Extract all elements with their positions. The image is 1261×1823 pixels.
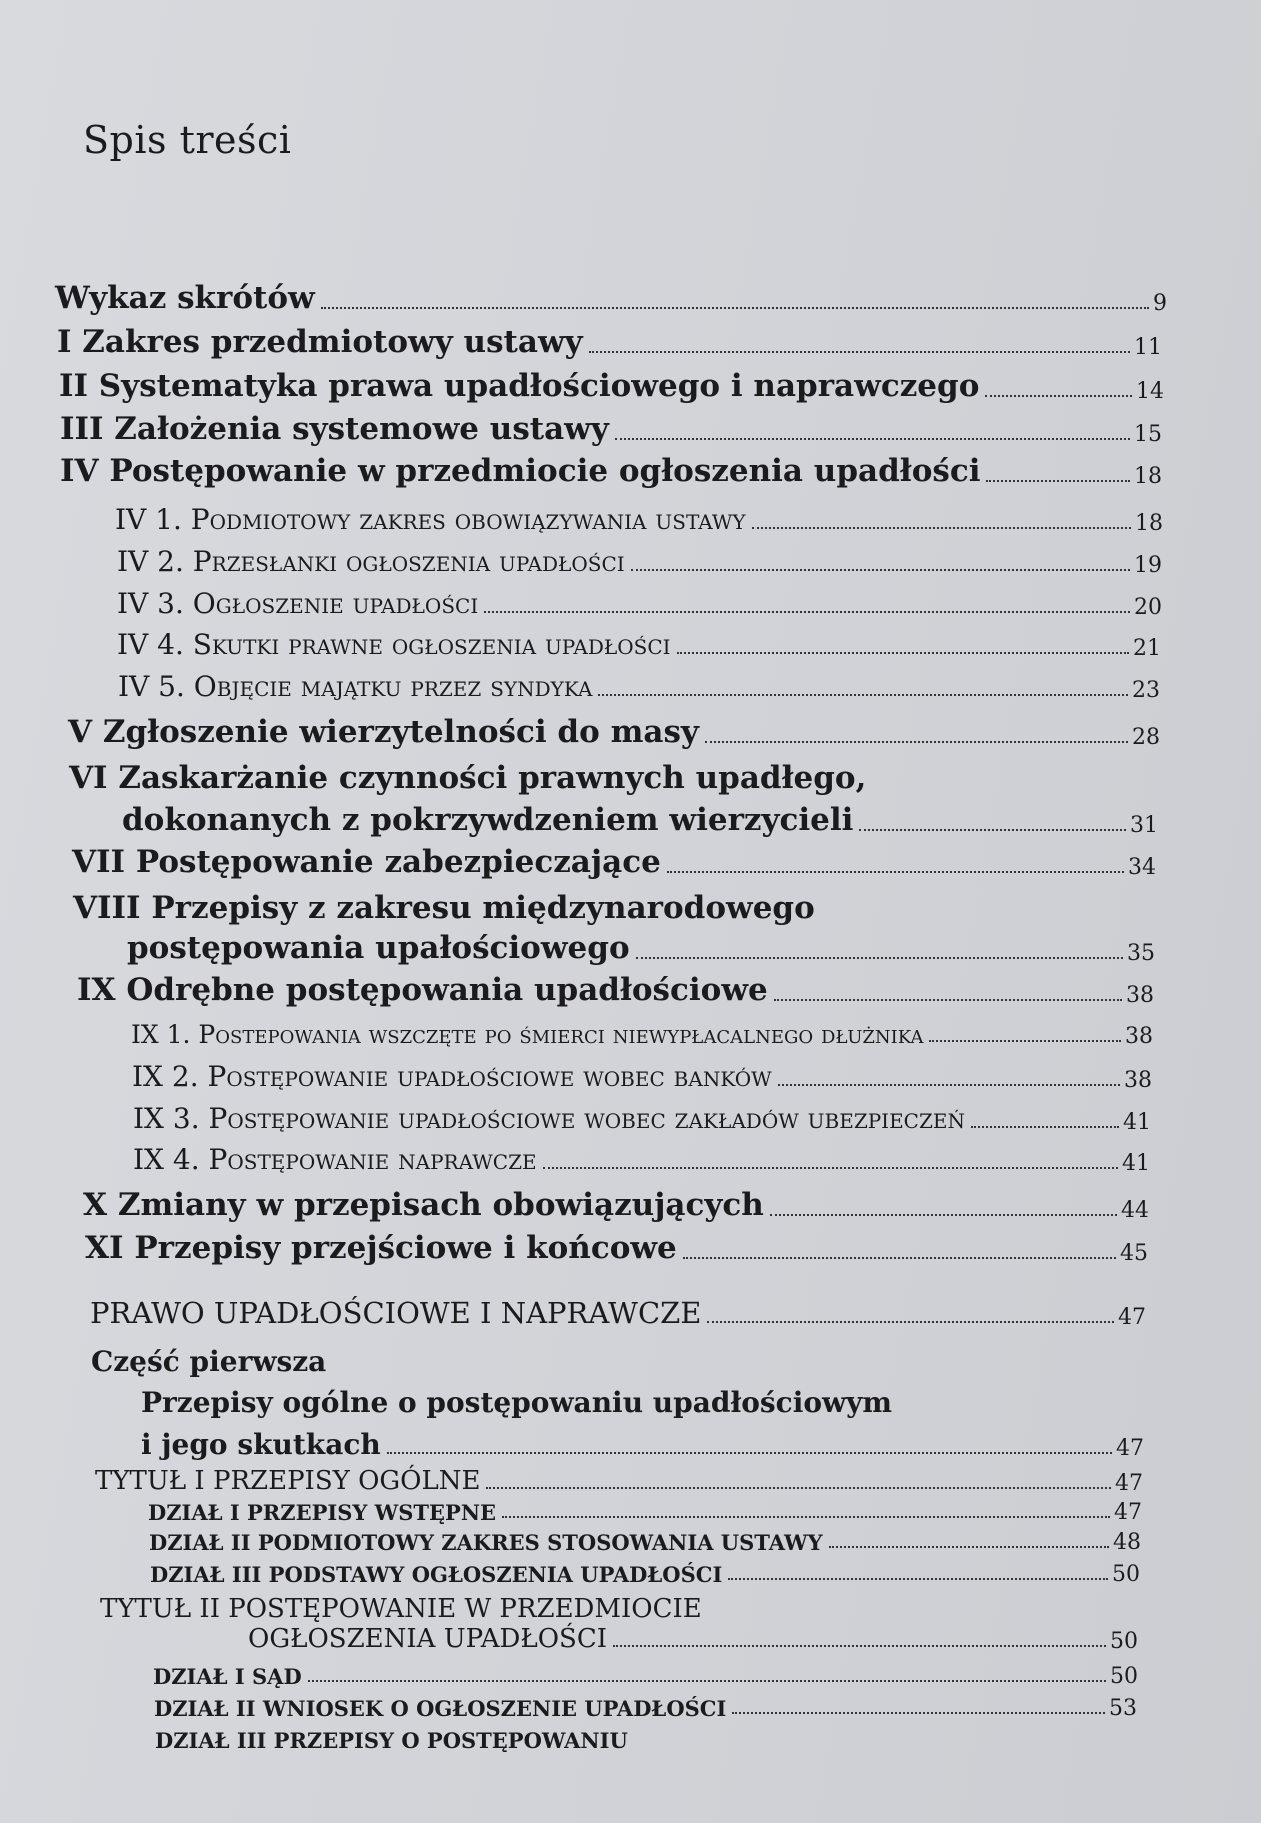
toc-subentry [131, 1020, 1153, 1049]
toc-entry-label: PRAWO UPADŁOŚCIOWE I NAPRAWCZE [90, 1296, 702, 1330]
toc-page-number: 18 [1135, 511, 1163, 536]
toc-entry-label: IV 4. Skutki prawne ogłoszenia upadłości [117, 628, 671, 661]
toc-entry-label: XI Przepisy przejściowe i końcowe [85, 1230, 677, 1266]
toc-leader [829, 1546, 1109, 1548]
toc-entry-label: DZIAŁ III PODSTAWY OGŁOSZENIA UPADŁOŚCI [150, 1562, 723, 1587]
toc-entry-label: IX 1. Postepowania wszczęte po śmierci niewypłacalnego dłużnika [131, 1020, 924, 1049]
toc-page-number: 50 [1110, 1629, 1138, 1654]
toc-entry-label: IV 5. Objęcie majątku przez syndyka [118, 670, 593, 703]
toc-title-entry [95, 1466, 1143, 1496]
toc-leader [929, 1040, 1121, 1042]
toc-page-number: 47 [1115, 1471, 1143, 1496]
toc-entry [57, 324, 1162, 360]
toc-section-entry [153, 1664, 1138, 1689]
toc-leader [636, 957, 1123, 959]
toc-page-number: 47 [1116, 1436, 1144, 1461]
toc-entry [55, 280, 1167, 316]
toc-page-number: 11 [1134, 335, 1162, 360]
toc-entry-label: IX 4. Postępowanie naprawcze [133, 1143, 537, 1176]
toc-entry: Przepisy ogólne o postępowaniu upadłościowym [141, 1386, 893, 1419]
toc-page-number: 38 [1126, 983, 1154, 1008]
toc-section-entry [150, 1562, 1140, 1587]
toc-leader [631, 569, 1130, 571]
toc-entry-label: postępowania upałościowego [127, 930, 630, 966]
toc-page-number: 38 [1125, 1024, 1153, 1049]
toc-page-number: 41 [1123, 1110, 1151, 1135]
toc-entry-label: IV 1. Podmiotowy zakres obowiązywania ustawy [115, 503, 746, 536]
toc-entry-label: IV Postępowanie w przedmiocie ogłoszenia upadłości [60, 453, 981, 489]
toc-entry [68, 714, 1160, 750]
toc-page-number: 18 [1134, 464, 1162, 489]
toc-leader [707, 1321, 1114, 1323]
toc-leader [770, 1214, 1117, 1216]
toc-part-heading [90, 1296, 1146, 1330]
toc-entry-label: I Zakres przedmiotowy ustawy [57, 324, 583, 360]
toc-page-number: 50 [1112, 1562, 1140, 1587]
toc-subentry [117, 587, 1162, 620]
toc-subentry [117, 628, 1161, 661]
toc-subentry [132, 1060, 1152, 1093]
toc-entry-continuation [127, 930, 1155, 966]
toc-entry-label: X Zmiany w przepisach obowiązujących [83, 1187, 764, 1223]
toc-leader [705, 741, 1128, 743]
toc-leader [859, 829, 1126, 831]
toc-leader [667, 871, 1124, 873]
toc-entry-label: Wykaz skrótów [55, 280, 315, 316]
toc-leader [589, 351, 1130, 353]
toc-leader [502, 1516, 1110, 1518]
toc-leader [732, 1712, 1105, 1714]
toc-entry [83, 1187, 1149, 1223]
toc-entry-label: IX 2. Postępowanie upadłościowe wobec banków [132, 1060, 772, 1093]
toc-entry [72, 844, 1156, 880]
toc-section-entry [154, 1696, 1137, 1721]
toc-entry-label: dokonanych z pokrzywdzeniem wierzycieli [122, 802, 854, 838]
toc-page-number: 45 [1120, 1241, 1148, 1266]
toc-title-entry: TYTUŁ II POSTĘPOWANIE W PRZEDMIOCIE [100, 1594, 702, 1624]
toc-subentry [118, 670, 1160, 703]
toc-page-number: 47 [1118, 1305, 1146, 1330]
toc-page-number: 21 [1133, 636, 1161, 661]
toc-page-number: 47 [1114, 1500, 1142, 1525]
toc-page-number: 14 [1136, 379, 1164, 404]
toc-leader [683, 1257, 1116, 1259]
toc-page-number: 35 [1127, 941, 1155, 966]
toc-entry-label: i jego skutkach [141, 1428, 381, 1461]
toc-entry-label: IX 3. Postępowanie upadłościowe wobec zakładów ubezpieczeń [133, 1102, 965, 1135]
toc-entry-label: DZIAŁ I PRZEPISY WSTĘPNE [148, 1500, 497, 1525]
toc-section-entry [155, 1728, 755, 1753]
toc-entry-continuation [141, 1428, 1144, 1461]
toc-entry [77, 972, 1154, 1008]
toc-leader [543, 1167, 1118, 1169]
toc-leader [613, 1645, 1106, 1647]
toc-title-entry-continuation [248, 1624, 1138, 1654]
toc-page-number: 44 [1121, 1198, 1149, 1223]
toc-entry-label: IX Odrębne postępowania upadłościowe [77, 972, 768, 1008]
toc-page-number: 41 [1122, 1151, 1150, 1176]
toc-subentry [133, 1143, 1150, 1176]
toc-page-number: 34 [1128, 855, 1156, 880]
toc-leader [778, 1084, 1120, 1086]
toc-page-number: 20 [1134, 595, 1162, 620]
toc-page-number: 15 [1134, 422, 1162, 447]
toc-entry-label: OGŁOSZENIA UPADŁOŚCI [248, 1624, 608, 1654]
toc-entry-label: TYTUŁ I PRZEPISY OGÓLNE [95, 1466, 481, 1496]
toc-entry-label: DZIAŁ II PODMIOTOWY ZAKRES STOSOWANIA USTAWY [149, 1530, 823, 1555]
toc-leader [598, 694, 1128, 696]
toc-entry-label: IV 2. Przesłanki ogłoszenia upadłości [117, 545, 625, 578]
toc-entry-label: DZIAŁ II WNIOSEK O OGŁOSZENIE UPADŁOŚCI [154, 1696, 727, 1721]
toc-entry [85, 1230, 1148, 1266]
toc-leader [752, 527, 1131, 529]
toc-page-number: 23 [1132, 678, 1160, 703]
toc-part-subheading: Część pierwsza [91, 1345, 327, 1378]
toc-entry [60, 453, 1162, 489]
toc-entry: VIII Przepisy z zakresu międzynarodowego [73, 890, 815, 926]
toc-leader [728, 1578, 1108, 1580]
toc-page-number: 9 [1153, 291, 1167, 316]
toc-entry-label: III Założenia systemowe ustawy [60, 411, 609, 447]
toc-subentry [117, 545, 1162, 578]
toc-page-number: 31 [1130, 813, 1158, 838]
toc-leader [774, 999, 1122, 1001]
toc-entry-label: DZIAŁ I SĄD [153, 1664, 302, 1689]
toc-leader [615, 438, 1130, 440]
toc-entry-label: IV 3. Ogłoszenie upadłości [117, 587, 479, 620]
toc-entry-label: II Systematyka prawa upadłościowego i naprawczego [59, 368, 980, 404]
toc-entry: VI Zaskarżanie czynności prawnych upadłego, [69, 760, 867, 796]
toc-page-number: 50 [1110, 1664, 1138, 1689]
toc-subentry [133, 1102, 1151, 1135]
toc-leader [486, 1487, 1111, 1489]
toc-entry-continuation [122, 802, 1158, 838]
page-title: Spis treści [83, 118, 292, 162]
toc-leader [484, 611, 1130, 613]
toc-leader [308, 1680, 1106, 1682]
toc-subentry [115, 503, 1163, 536]
toc-entry [60, 411, 1162, 447]
toc-entry-label: DZIAŁ III PRZEPISY O POSTĘPOWANIU [155, 1728, 628, 1753]
toc-leader [971, 1126, 1119, 1128]
toc-section-entry [148, 1500, 1142, 1525]
toc-page-number: 38 [1124, 1068, 1152, 1093]
toc-leader [986, 480, 1130, 482]
toc-entry-label: V Zgłoszenie wierzytelności do masy [68, 714, 699, 750]
toc-leader [985, 395, 1132, 397]
toc-page-number: 53 [1109, 1696, 1137, 1721]
toc-entry-label: VII Postępowanie zabezpieczające [72, 844, 661, 880]
toc-leader [321, 307, 1149, 309]
toc-page-number: 19 [1134, 553, 1162, 578]
toc-entry [59, 368, 1164, 404]
toc-page-number: 48 [1113, 1530, 1141, 1555]
toc-leader [677, 652, 1129, 654]
toc-leader [387, 1452, 1112, 1454]
toc-section-entry [149, 1530, 1141, 1555]
toc-page-number: 28 [1132, 725, 1160, 750]
